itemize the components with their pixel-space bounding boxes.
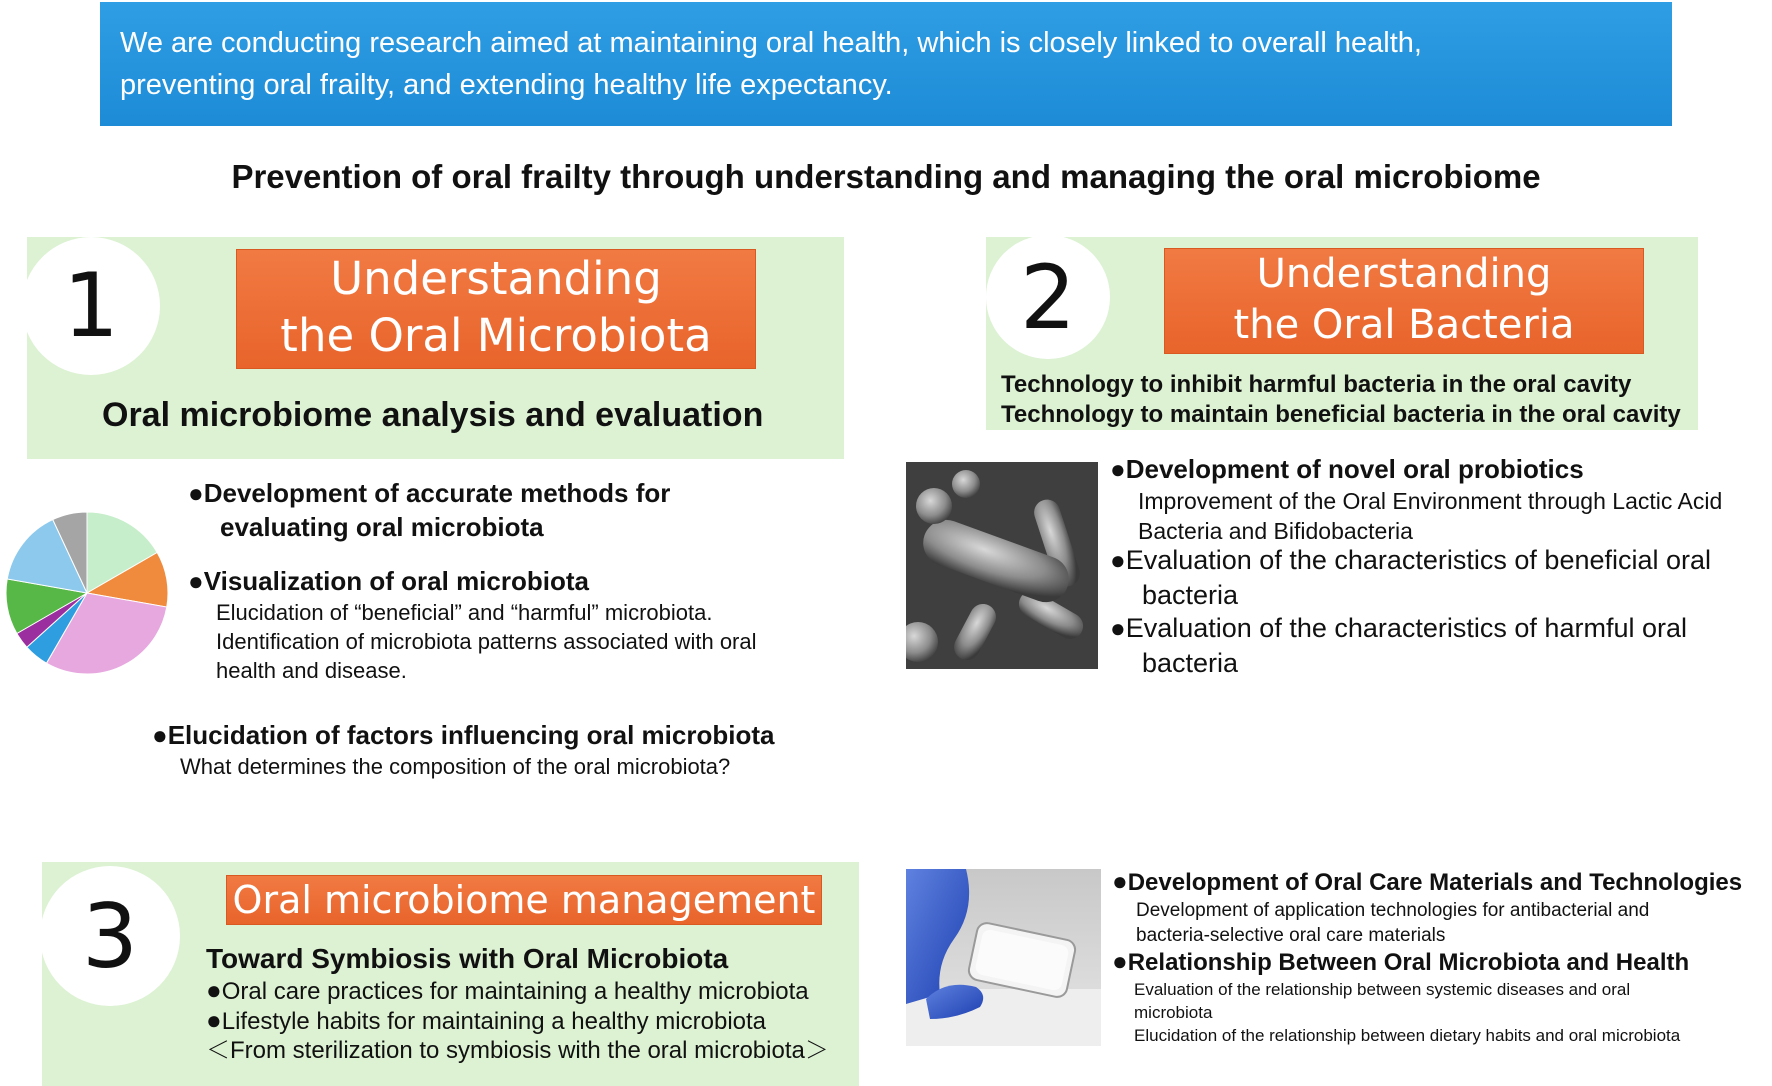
section3-list [206, 976, 829, 1065]
bullet-icon: ● [206, 975, 222, 1005]
section2-title-box [1164, 248, 1644, 354]
vial-photo-image [906, 869, 1101, 1046]
section1-item2-head: Visualization of oral microbiota [203, 566, 589, 596]
microbiota-pie-chart [4, 510, 170, 676]
section2-item1-head: Development of novel oral probiotics [1125, 454, 1584, 484]
section1-title-box [236, 249, 756, 369]
intro-line-2: preventing oral frailty, and extending healthy life expectancy. [120, 69, 893, 101]
section1-item3-text: What determines the composition of the oral microbiota? [180, 754, 731, 779]
section1-item2-text-line1: Elucidation of “beneficial” and “harmful” microbiota. [216, 600, 713, 625]
section1-item2 [188, 564, 757, 685]
bullet-icon: ● [188, 566, 204, 596]
section1-subtitle: Oral microbiome analysis and evaluation [102, 396, 764, 434]
section2-item2-line1: Evaluation of the characteristics of beneficial oral [1125, 545, 1712, 575]
section2-number: 2 [1020, 246, 1076, 349]
section4-item2-text-line1: Evaluation of the relationship between systemic diseases and oral [1134, 980, 1631, 999]
section3-subtitle: Toward Symbiosis with Oral Microbiota [206, 943, 729, 974]
section1-item1-head-line1: Development of accurate methods for [203, 478, 671, 508]
section4-item1 [1112, 866, 1742, 948]
section1-item1-head-line2: evaluating oral microbiota [220, 512, 544, 542]
section1-item3-head: Elucidation of factors influencing oral microbiota [167, 720, 775, 750]
section3-title: Oral microbiome management [232, 878, 816, 922]
section1-item2-text-line3: health and disease. [216, 658, 407, 683]
intro-banner-text [120, 22, 1620, 106]
section3-number: 3 [82, 885, 138, 988]
section4-item2 [1112, 946, 1689, 1047]
section2-item1 [1110, 452, 1722, 546]
bullet-icon: ● [1112, 946, 1128, 976]
section2-tech-line2: Technology to maintain beneficial bacteria in the oral cavity [1001, 401, 1681, 428]
section2-title-line2: the Oral Bacteria [1233, 302, 1575, 348]
section3-title-box [226, 875, 822, 925]
section1-title-line1: Understanding [330, 252, 662, 305]
section1-title-line2: the Oral Microbiota [280, 309, 712, 362]
section4-item1-head: Development of Oral Care Materials and Technologies [1127, 869, 1743, 896]
section4-item2-text-line3: Elucidation of the relationship between dietary habits and oral microbiota [1134, 1026, 1681, 1045]
section4-item2-head: Relationship Between Oral Microbiota and Health [1127, 949, 1690, 976]
bullet-icon: ● [206, 1005, 222, 1035]
intro-line-1: We are conducting research aimed at maintaining oral health, which is closely linked to overall health, [120, 27, 1422, 59]
section2-item1-text-line2: Bacteria and Bifidobacteria [1138, 518, 1413, 544]
main-title: Prevention of oral frailty through understanding and managing the oral microbiome [231, 158, 1541, 195]
section1-item1 [188, 476, 670, 544]
section2-item2-line2: bacteria [1142, 580, 1239, 610]
section2-item3-line1: Evaluation of the characteristics of harmful oral [1125, 613, 1687, 643]
bullet-icon: ● [152, 720, 168, 750]
section1-number: 1 [63, 254, 119, 357]
section4-item2-text-line2: microbiota [1134, 1003, 1213, 1022]
section1-item3 [152, 718, 774, 781]
bullet-icon: ● [188, 478, 204, 508]
section2-item3-line2: bacteria [1142, 648, 1239, 678]
bullet-icon: ● [1110, 545, 1126, 575]
section2-title-line1: Understanding [1256, 251, 1552, 297]
section2-item3 [1110, 611, 1687, 681]
section3-line3: ＜From sterilization to symbiosis with the oral microbiota＞ [206, 1037, 829, 1064]
section4-item1-text-line2: bacteria-selective oral care materials [1136, 925, 1446, 946]
section3-line2: Lifestyle habits for maintaining a healthy microbiota [221, 1008, 767, 1035]
section1-item2-text-line2: Identification of microbiota patterns associated with oral [216, 629, 757, 654]
section2-tech-lines [1001, 370, 1681, 430]
section2-tech-line1: Technology to inhibit harmful bacteria in the oral cavity [1001, 371, 1632, 398]
section2-item1-text-line1: Improvement of the Oral Environment through Lactic Acid [1138, 488, 1723, 514]
bullet-icon: ● [1112, 866, 1128, 896]
section2-item2 [1110, 543, 1711, 613]
section3-line1: Oral care practices for maintaining a healthy microbiota [221, 978, 809, 1005]
bullet-icon: ● [1110, 613, 1126, 643]
bullet-icon: ● [1110, 454, 1126, 484]
bacteria-micrograph-image [906, 462, 1098, 669]
section4-item1-text-line1: Development of application technologies for antibacterial and [1136, 900, 1650, 921]
